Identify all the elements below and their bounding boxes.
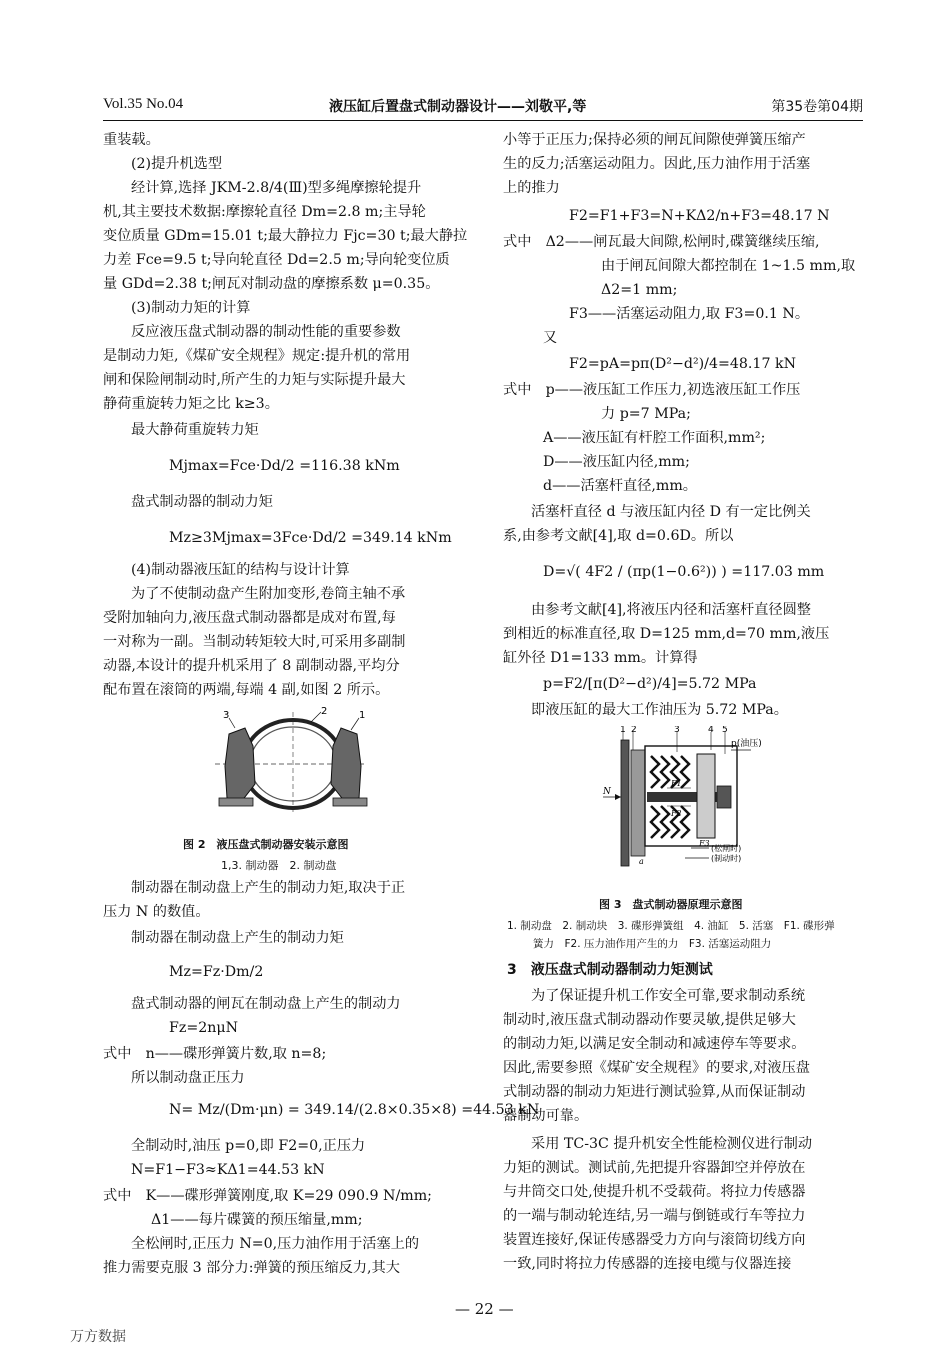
text-line: A——液压缸有杆腔工作面积,mm²;	[543, 430, 766, 446]
figure-3-brake-principle	[601, 726, 791, 876]
text-line: 又	[543, 330, 558, 346]
text-line: 重装载。	[103, 132, 160, 148]
text-line: 器制动可靠。	[503, 1108, 589, 1124]
fig2-label-1: 1	[359, 710, 366, 721]
text-line: 小等于正压力;保持必须的闸瓦间隙使弹簧压缩产	[503, 132, 806, 148]
equation: p=F2/[π(D²−d²)/4]=5.72 MPa	[543, 676, 757, 692]
text-line: 缸外径 D1=133 mm。计算得	[503, 650, 698, 666]
figure-2-legend: 1,3. 制动器 2. 制动盘	[221, 859, 337, 872]
text-line: 为了保证提升机工作安全可靠,要求制动系统	[531, 988, 806, 1004]
text-line: 经计算,选择 JKM-2.8/4(Ⅲ)型多绳摩擦轮提升	[131, 180, 422, 196]
text-line: 一致,同时将拉力传感器的连接电缆与仪器连接	[503, 1256, 792, 1272]
equation: Fz=2nμN	[169, 1020, 239, 1036]
fig3-label-F2: F2	[671, 809, 682, 818]
text-line: 一对称为一副。当制动转矩较大时,可采用多副制	[103, 634, 406, 650]
text-line: D——液压缸内径,mm;	[543, 454, 690, 470]
text-line: 反应液压盘式制动器的制动性能的重要参数	[131, 324, 401, 340]
header-title: 液压缸后置盘式制动器设计——刘敬平,等	[329, 99, 587, 115]
header-issue: 第35卷第04期	[771, 99, 863, 115]
fig3-label-5: 5	[722, 726, 728, 735]
equation: F2=pA=pπ(D²−d²)/4=48.17 kN	[569, 356, 796, 372]
text-line: 变位质量 GDm=15.01 t;最大静拉力 Fjc=30 t;最大静拉	[103, 228, 468, 244]
text-line: 式制动器的制动力矩进行测试验算,从而保证制动	[503, 1084, 806, 1100]
page-number: — 22 —	[455, 1300, 514, 1318]
text-line: 配布置在滚筒的两端,每端 4 副,如图 2 所示。	[103, 682, 390, 698]
equation: Mz≥3Mjmax=3Fce·Dd/2 =349.14 kNm	[169, 530, 452, 546]
subsection-heading: (3)制动力矩的计算	[131, 300, 251, 316]
fig3-label-a: a	[639, 857, 644, 866]
text-line: 量 GDd=2.38 t;闸瓦对制动盘的摩擦系数 μ=0.35。	[103, 276, 440, 292]
equation: D=√( 4F2 / (πp(1−0.6²)) ) =117.03 mm	[543, 564, 825, 580]
text-line: 生的反力;活塞运动阻力。因此,压力油作用于活塞	[503, 156, 811, 172]
section-heading-3: 3 液压盘式制动器制动力矩测试	[507, 962, 713, 978]
text-line: 压力 N 的数值。	[103, 904, 210, 920]
text-line: 式中 p——液压缸工作压力,初选液压缸工作压	[503, 382, 801, 398]
text-line: 动器,本设计的提升机采用了 8 副制动器,平均分	[103, 658, 400, 674]
text-line: 闸和保险闸制动时,所产生的力矩与实际提升最大	[103, 372, 406, 388]
text-line: 推力需要克服 3 部分力:弹簧的预压缩反力,其大	[103, 1260, 400, 1276]
text-line: 机,其主要技术数据:摩擦轮直径 Dm=2.8 m;主导轮	[103, 204, 426, 220]
text-line: 为了不使制动盘产生附加变形,卷筒主轴不承	[131, 586, 406, 602]
fig3-label-3: 3	[674, 726, 680, 735]
right-column	[503, 128, 871, 1298]
text-line: 活塞杆直径 d 与液压缸内径 D 有一定比例关	[531, 504, 811, 520]
text-line: 到相近的标准直径,取 D=125 mm,d=70 mm,液压	[503, 626, 830, 642]
figure-2-caption: 图 2 液压盘式制动器安装示意图	[183, 838, 349, 851]
fig3-label-F3: F3	[699, 839, 710, 848]
fig3-label-1: 1	[620, 726, 626, 735]
equation: Mjmax=Fce·Dd/2 =116.38 kNm	[169, 458, 400, 474]
text-line: 力矩的测试。测试前,先把提升容器卸空并停放在	[503, 1160, 806, 1176]
equation: N= Mz/(Dm·μn) = 349.14/(2.8×0.35×8) =44.53 kN	[169, 1102, 540, 1118]
text-line: 盘式制动器的闸瓦在制动盘上产生的制动力	[131, 996, 401, 1012]
equation: N=F1−F3≈KΔ1=44.53 kN	[131, 1162, 325, 1178]
header-volume: Vol.35 No.04	[103, 96, 184, 112]
left-column	[103, 128, 540, 1298]
text-line: 式中 Δ2——闸瓦最大间隙,松闸时,碟簧继续压缩,	[503, 234, 820, 250]
figure-3-caption: 图 3 盘式制动器原理示意图	[599, 898, 743, 911]
text-line: 式中 n——碟形弹簧片数,取 n=8;	[103, 1046, 327, 1062]
subsection-heading: (2)提升机选型	[131, 156, 223, 172]
text-line: Δ1——每片碟簧的预压缩量,mm;	[151, 1212, 363, 1228]
fig3-label-4: 4	[708, 726, 714, 735]
figure-3-legend-line2: 簧力 F2. 压力油作用产生的力 F3. 活塞运动阻力	[533, 938, 772, 950]
text-line: 即液压缸的最大工作油压为 5.72 MPa。	[531, 702, 788, 718]
text-line: 最大静荷重旋转力矩	[131, 422, 259, 438]
text-line: 与井筒交口处,使提升机不受载荷。将拉力传感器	[503, 1184, 806, 1200]
text-line: 上的推力	[503, 180, 560, 196]
text-line: 的一端与制动轮连结,另一端与倒链或行车等拉力	[503, 1208, 806, 1224]
equation: Mz=Fz·Dm/2	[169, 964, 264, 980]
text-line: 由于闸瓦间隙大都控制在 1~1.5 mm,取	[601, 258, 856, 274]
text-line: 力差 Fce=9.5 t;导向轮直径 Dd=2.5 m;导向轮变位质	[103, 252, 450, 268]
text-line: 全松闸时,正压力 N=0,压力油作用于活塞上的	[131, 1236, 420, 1252]
text-line: 制动器在制动盘上产生的制动力矩,取决于正	[131, 880, 406, 896]
fig3-label-release: (松闸时)	[711, 844, 742, 853]
text-line: 受附加轴向力,液压盘式制动器都是成对布置,每	[103, 610, 396, 626]
fig3-label-N: N	[603, 787, 611, 797]
text-line: 系,由参考文献[4],取 d=0.6D。所以	[503, 528, 734, 544]
figure-3-legend-line1: 1. 制动盘 2. 制动块 3. 碟形弹簧组 4. 油缸 5. 活塞 F1. 碟形弹	[507, 920, 835, 932]
text-line: 由参考文献[4],将液压内径和活塞杆直径圆整	[531, 602, 811, 618]
text-line: 因此,需要参照《煤矿安全规程》的要求,对液压盘	[503, 1060, 810, 1076]
text-line: 全制动时,油压 p=0,即 F2=0,正压力	[131, 1138, 366, 1154]
text-line: 的制动力矩,以满足安全制动和减速停车等要求。	[503, 1036, 806, 1052]
text-line: 所以制动盘正压力	[131, 1070, 245, 1086]
fig2-label-2: 2	[321, 706, 328, 717]
fig2-label-3: 3	[223, 710, 230, 721]
text-line: 静荷重旋转力矩之比 k≥3。	[103, 396, 279, 412]
text-line: 式中 K——碟形弹簧刚度,取 K=29 090.9 N/mm;	[103, 1188, 432, 1204]
fig3-label-braking: (制动时)	[711, 854, 742, 863]
text-line: 采用 TC-3C 提升机安全性能检测仪进行制动	[531, 1136, 813, 1152]
text-line: 力 p=7 MPa;	[601, 406, 691, 422]
text-line: 制动时,液压盘式制动器动作要灵敏,提供足够大	[503, 1012, 796, 1028]
text-line: F3——活塞运动阻力,取 F3=0.1 N。	[569, 306, 810, 322]
fig3-label-F1: F1	[671, 779, 682, 788]
text-line: 装置连接好,保证传感器受力方向与滚筒切线方向	[503, 1232, 806, 1248]
text-line: 盘式制动器的制动力矩	[131, 494, 273, 510]
text-line: 制动器在制动盘上产生的制动力矩	[131, 930, 344, 946]
text-line: 是制动力矩,《煤矿安全规程》规定:提升机的常用	[103, 348, 411, 364]
running-header	[103, 92, 863, 121]
equation: F2=F1+F3=N+KΔ2/n+F3=48.17 N	[569, 208, 830, 224]
watermark: 万方数据	[70, 1329, 126, 1345]
text-line: d——活塞杆直径,mm。	[543, 478, 697, 494]
fig3-label-2: 2	[631, 726, 637, 735]
fig3-label-oil-pressure: p(油压)	[731, 739, 762, 749]
text-line: Δ2=1 mm;	[601, 282, 678, 298]
subsection-heading: (4)制动器液压缸的结构与设计计算	[131, 562, 350, 578]
figure-2-brake-installation	[211, 706, 371, 816]
